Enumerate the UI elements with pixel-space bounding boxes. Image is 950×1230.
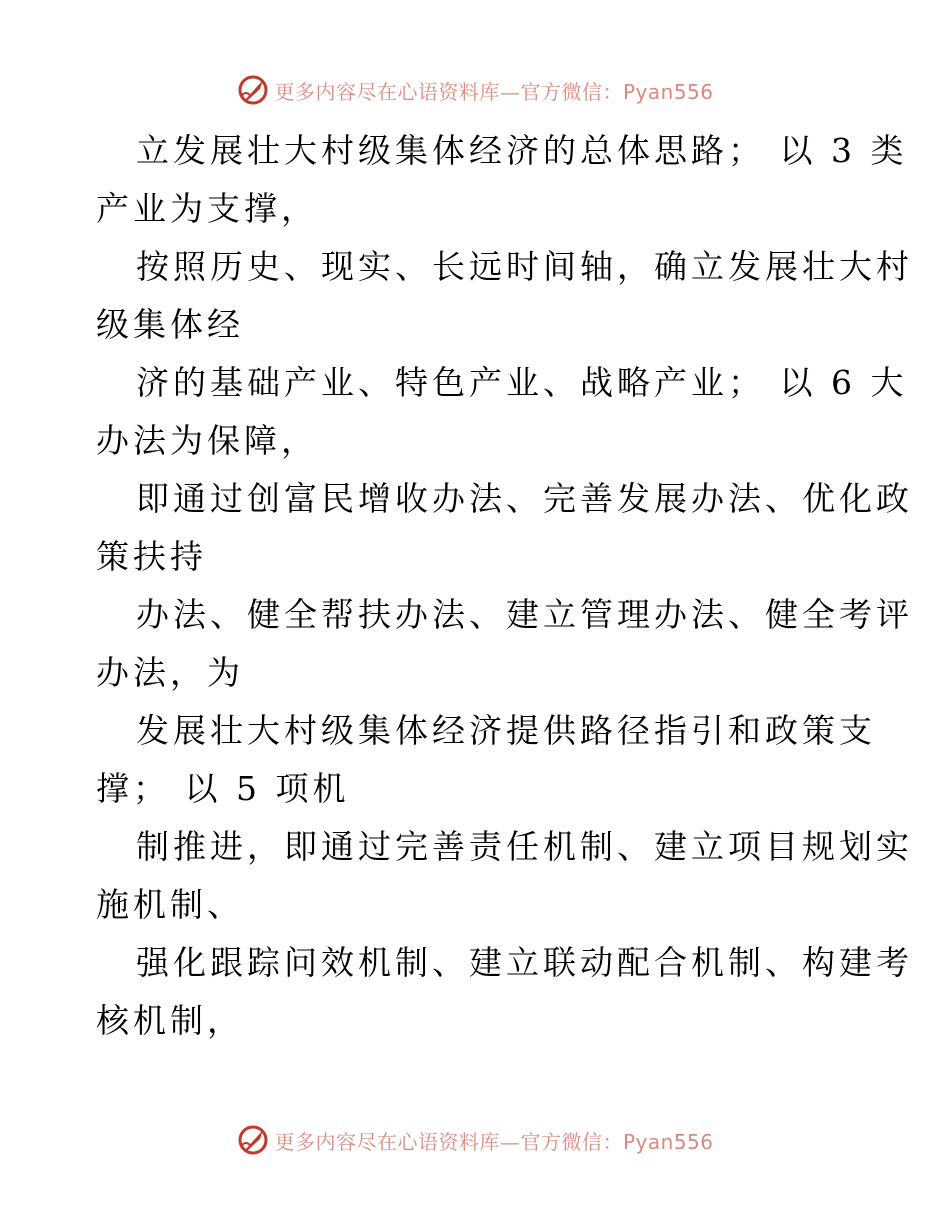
text-line: 办法、健全帮扶办法、建立管理办法、健全考评 (136, 595, 913, 634)
watermark-label: 更多内容尽在心语资料库—官方微信： (274, 1129, 623, 1154)
text-line: 发展壮大村级集体经济提供路径指引和政策支 (136, 711, 876, 750)
text-line: 按照历史、现实、长远时间轴，确立发展壮大村 (136, 247, 913, 286)
watermark-handle: Pyan556 (622, 1129, 714, 1154)
text-line: 立发展壮大村级集体经济的总体思路； 以 3 类 (136, 131, 908, 170)
text-line: 级集体经 (96, 305, 244, 344)
document-body (96, 122, 913, 1050)
watermark-text (274, 76, 713, 105)
text-line: 办法，为 (96, 653, 244, 692)
quill-seal-icon (236, 73, 270, 107)
text-line: 制推进，即通过完善责任机制、建立项目规划实 (136, 827, 913, 866)
text-line: 撑； 以 5 项机 (96, 769, 350, 808)
text-line: 产业为支撑， (96, 189, 318, 228)
text-line: 强化跟踪问效机制、建立联动配合机制、构建考 (136, 943, 913, 982)
text-line: 核机制， (96, 1001, 244, 1040)
text-line: 济的基础产业、特色产业、战略产业； 以 6 大 (136, 363, 908, 402)
text-line: 办法为保障， (96, 421, 318, 460)
quill-seal-icon (236, 1123, 270, 1157)
watermark-text (274, 1126, 713, 1155)
text-line: 即通过创富民增收办法、完善发展办法、优化政 (136, 479, 913, 518)
text-line: 策扶持 (96, 537, 207, 576)
watermark-header (0, 70, 950, 110)
watermark-footer (0, 1120, 950, 1160)
watermark-handle: Pyan556 (622, 79, 714, 104)
text-line: 施机制、 (96, 885, 244, 924)
watermark-label: 更多内容尽在心语资料库—官方微信： (274, 79, 623, 104)
